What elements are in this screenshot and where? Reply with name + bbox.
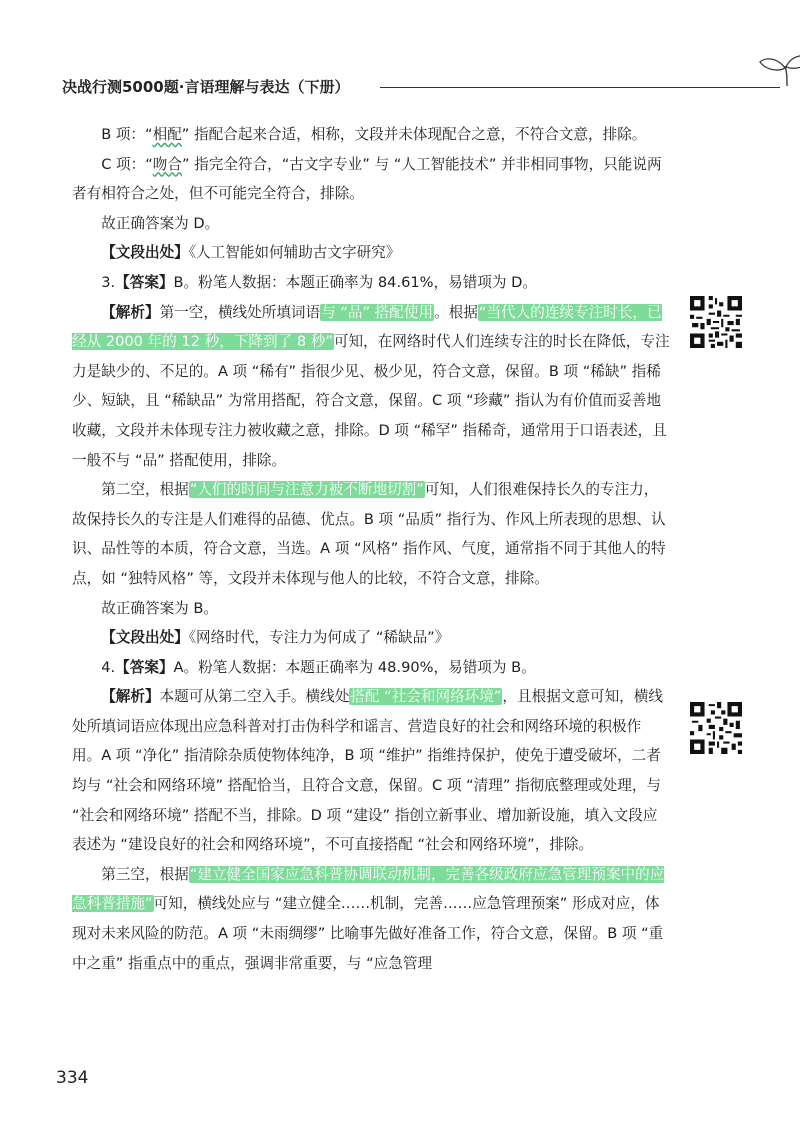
- text: 第三空，根据: [101, 865, 189, 883]
- source-line: [72, 238, 670, 268]
- section-tag: 【解析】: [101, 688, 160, 706]
- book-title: 决战行测5000题·言语理解与表达（下册）: [62, 78, 350, 96]
- text: 第二空，根据: [101, 481, 189, 499]
- answer-header-4: [72, 653, 670, 683]
- text: A。粉笔人数据：本题正确率为 48.90%，易错项为 B。: [173, 658, 536, 676]
- text: 故正确答案为 B。: [101, 599, 218, 617]
- section-tag: 【答案】: [115, 273, 174, 291]
- text: 第一空，横线处所填词语: [159, 303, 321, 321]
- text: 故正确答案为 D。: [101, 214, 220, 232]
- highlight: “当代人的连续专注时长，已经从 2000 年的 12 秒，下降到了 8 秒”: [72, 303, 662, 351]
- text: 本题可从第二空入手。横线处: [159, 688, 350, 706]
- text: ” 指配合起来合适，相称，文段并未体现配合之意，不符合文意，排除。: [181, 126, 647, 143]
- text: 。根据: [434, 303, 478, 321]
- sprout-icon: [752, 52, 800, 92]
- answer-header-3: [72, 268, 670, 298]
- page-number: 334: [56, 1068, 89, 1088]
- text: 可知，人们很难保持长久的专注力，故保持长久的专注是人们难得的品德、优点。B 项 “品质” 指行为、作风上所表现的思想、认识、品性等的本质，符合文意，当选。A 项 “风格” 指作风、气度，通常指不同于其他人的特点，如 “独特风格” 等，文段并未体现与他人的比较，不符合文意，排除。: [72, 481, 666, 587]
- text: C 项：“: [101, 155, 153, 173]
- question-number: 3.: [101, 273, 116, 291]
- page-content: [72, 120, 670, 978]
- analysis-paragraph: [72, 298, 670, 476]
- source-line: [72, 623, 670, 653]
- text: ，且根据文意可知，横线处所填词语应体现出应急科普对打击伪科学和谣言、营造良好的社会和网络环境的积极作用。A 项 “净化” 指清除杂质使物体纯净，B 项 “维护” 指维持保护，使免于遭受破坏，二者均与 “社会和网络环境” 搭配恰当，且符合文意，保留。C 项 “清理” 指彻底整理或处理，与 “社会和网络环境” 搭配不当，排除。D 项 “建设” 指创立新事业、增加新设施，填入文段应表述为 “建设良好的社会和网络环境”，不可直接搭配 “社会和网络环境”，排除。: [72, 688, 663, 854]
- section-tag: 【文段出处】: [101, 629, 189, 647]
- paragraph-option-b: [72, 120, 670, 150]
- qr-code-icon[interactable]: [688, 294, 744, 350]
- underlined-term: 吻合: [152, 155, 182, 173]
- analysis-paragraph: [72, 682, 670, 860]
- text: B 项：“: [101, 126, 153, 143]
- highlight: 与 “品” 搭配使用: [321, 303, 434, 321]
- text: 可知，在网络时代人们连续专注的时长在降低，专注力是缺少的、不足的。A 项 “稀有” 指很少见、极少见，符合文意，保留。B 项 “稀缺” 指稀少、短缺，且 “稀缺品” 为常用搭配，符合文意，保留。C 项 “珍藏” 指认为有价值而妥善地收藏，文段并未体现专注力被收藏之意，排除。D 项 “稀罕” 指稀奇，通常用于口语表述，且一般不与 “品” 搭配使用，排除。: [72, 333, 670, 469]
- header-rule: [380, 87, 780, 88]
- source-title: 《网络时代，专注力为何成了 “稀缺品”》: [188, 629, 450, 647]
- answer-line: [72, 594, 670, 624]
- qr-code-icon[interactable]: [688, 700, 744, 756]
- text: 可知，横线处应与 “建立健全……机制，完善……应急管理预案” 形成对应，体现对未来风险的防范。A 项 “未雨绸缪” 比喻事先做好准备工作，符合文意，保留。B 项 “重中之重” 指重点中的重点，强调非常重要，与 “应急管理: [72, 895, 664, 972]
- running-header: [62, 76, 752, 102]
- source-title: 《人工智能如何辅助古文字研究》: [188, 244, 401, 262]
- highlight: “建立健全国家应急科普协调联动机制，完善各级政府应急管理预案中的应急科普措施”: [72, 865, 665, 913]
- underlined-term: 相配: [152, 126, 182, 143]
- section-tag: 【答案】: [115, 658, 174, 676]
- analysis-paragraph: [72, 475, 670, 593]
- question-number: 4.: [101, 658, 116, 676]
- section-tag: 【解析】: [101, 303, 160, 321]
- answer-line: [72, 209, 670, 239]
- text: ” 指完全符合，“古文字专业” 与 “人工智能技术” 并非相同事物，只能说两者有相符合之处，但不可能完全符合，排除。: [72, 155, 662, 203]
- section-tag: 【文段出处】: [101, 244, 189, 262]
- paragraph-option-c: [72, 150, 670, 209]
- highlight: “人们的时间与注意力被不断地切割”: [189, 481, 424, 499]
- analysis-paragraph: [72, 860, 670, 978]
- text: B。粉笔人数据：本题正确率为 84.61%，易错项为 D。: [173, 273, 537, 291]
- highlight: 搭配 “社会和网络环境”: [350, 688, 502, 706]
